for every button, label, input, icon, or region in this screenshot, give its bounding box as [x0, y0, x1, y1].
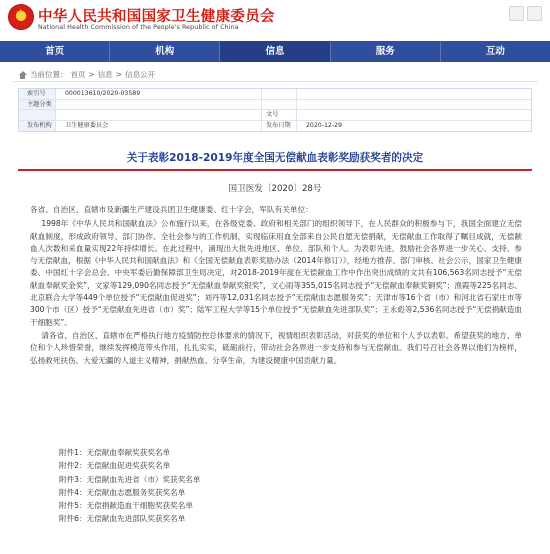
meta-doc-no-label: 文号: [262, 110, 297, 120]
meta-empty-value: [297, 100, 531, 110]
header-tools: [509, 6, 542, 21]
site-title[interactable]: 中华人民共和国国家卫生健康委员会: [38, 8, 275, 25]
national-emblem-icon: [8, 4, 34, 30]
breadcrumb-prefix: 当前位置：: [30, 70, 68, 79]
wechat-icon[interactable]: [527, 6, 542, 21]
nav-item-information[interactable]: 信息: [220, 41, 329, 62]
meta-index-value: 000013610/2020-03589: [56, 89, 262, 99]
attachment-link[interactable]: 附件5：无偿捐献造血干细胞奖获奖名单: [59, 501, 193, 511]
attachment-link[interactable]: 附件1：无偿献血奉献奖获奖名单: [59, 448, 171, 457]
meta-doc-no-value: [297, 110, 531, 120]
main-nav: [0, 41, 550, 62]
nav-item-home[interactable]: 首页: [45, 46, 65, 57]
breadcrumb-divider: [12, 81, 538, 82]
meta-empty-label: [262, 89, 297, 99]
meta-issuer-value: 卫生健康委员会: [56, 121, 262, 132]
meta-empty-value: [297, 89, 531, 99]
home-icon: [18, 71, 27, 79]
document-title: 关于表彰2018-2019年度全国无偿献血表彰奖励获奖者的决定: [126, 152, 424, 164]
meta-category-value: [56, 100, 262, 110]
meta-row: [19, 110, 531, 121]
attachment-link[interactable]: 附件3：无偿献血先进省（市）奖获奖名单: [59, 474, 201, 484]
attachment-link[interactable]: 附件4：无偿献血志愿服务奖获奖名单: [59, 487, 186, 497]
meta-empty-label: [262, 100, 297, 110]
document-paragraph: 请各省、自治区、直辖市在严格执行地方疫情防控总体要求的情况下，视情组织表彰活动，对获奖的单位和个人予以表彰。希望获奖的地方、单位和个人珍惜荣誉，继续发挥模范带头作用，扎扎实实，砥砺前行，带动社会各界进一步支持和参与无偿献血。我们号召社会各界以他们为榜样，弘扬救死扶伤、大爱无疆的人道主义精神，捐献热血、分享生命，为建设健康中国贡献力量。: [30, 330, 522, 365]
meta-empty-value: [56, 110, 262, 120]
meta-row: [19, 121, 531, 132]
attachment-list: [59, 446, 201, 526]
meta-index-label: 索引号: [19, 89, 56, 99]
site-subtitle: National Health Commission of the People's Republic of China: [38, 24, 239, 31]
meta-date-label: 发布日期: [262, 121, 297, 132]
document-number: 国卫医发〔2020〕28号: [228, 184, 322, 194]
breadcrumb-information[interactable]: 信息: [97, 70, 113, 79]
breadcrumb: [18, 69, 155, 80]
breadcrumb-separator: >: [115, 70, 123, 79]
meta-empty-label: [19, 110, 56, 120]
document-paragraph: 1998年《中华人民共和国献血法》公布施行以来，在各级党委、政府和相关部门的组织领导下，在人民群众的积极参与下，我国全面建立无偿献血制度，形成政府领导、部门协作、全社会参与的工作机制，实现临床用血全部来自公民自愿无偿捐献，无偿献血工作取得了瞩目成就，无偿献血人次数和采血量实现22年持续增长。在此过程中，涌现出大批先进地区、单位、部队和个人。为表彰先进，鼓励社会各界进一步关心、支持、参与无偿献血，根据《中华人民共和国献血法》和《全国无偿献血表彰奖励办法（2014年修订）》，经地方推荐、部门审核、社会公示，国家卫生健康委、中国红十字会总会、中央军委后勤保障部卫生局决定，对2018-2019年度在无偿献血工作中作出突出成绩的文共有106,563名同志授予“无偿献血奉献奖金奖”，文家等129,090名同志授予“无偿献血奉献奖银奖”，文心雨等355,015名同志授予“无偿献血奉献奖铜奖”；渔霞等225名同志、北京联合大学等449个单位授予“无偿献血促进奖”；刘丹等12,031名同志授予“无偿献血志愿服务奖”；天津市等16个省（市）和河北省石家庄市等300个市（区）授予“无偿献血先进省（市）奖”；陆军工程大学等15个单位授予“无偿献血先进部队奖”；王永彪等2,536名同志授予“无偿捐献造血干细胞奖”。: [30, 219, 522, 327]
document-body: [30, 204, 522, 367]
meta-row: [19, 100, 531, 111]
attachment-link[interactable]: 附件2：无偿献血促进奖获奖名单: [59, 461, 171, 471]
breadcrumb-separator: >: [88, 70, 95, 79]
nav-item-interaction[interactable]: 互动: [485, 46, 505, 57]
breadcrumb-disclosure[interactable]: 信息公开: [125, 70, 156, 79]
meta-date-value: 2020-12-29: [306, 121, 342, 129]
meta-row: [19, 89, 531, 100]
document-meta-table: [18, 88, 532, 132]
weibo-icon[interactable]: [509, 6, 524, 21]
breadcrumb-home[interactable]: 首页: [70, 70, 86, 79]
meta-issuer-label: 发布机构: [19, 121, 56, 132]
document-addressees: 各省、自治区、直辖市及新疆生产建设兵团卫生健康委、红十字会，军队有关单位：: [30, 205, 313, 214]
site-header: [0, 0, 550, 40]
attachment-link[interactable]: 附件6：无偿献血先进部队奖获奖名单: [59, 514, 186, 524]
nav-item-services[interactable]: 服务: [375, 46, 395, 57]
nav-item-agencies[interactable]: 机构: [155, 46, 175, 57]
title-divider: [18, 169, 532, 171]
meta-category-label: 主题分类: [19, 100, 56, 110]
